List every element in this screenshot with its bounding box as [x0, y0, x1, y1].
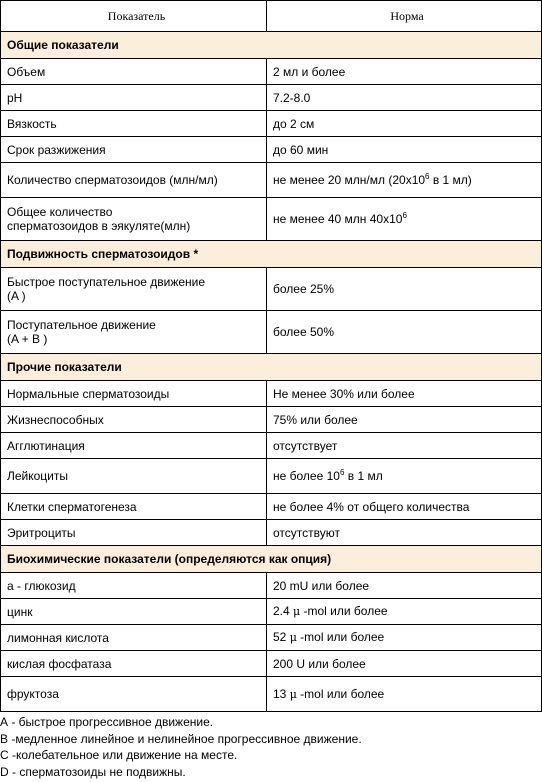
table-row — [1, 651, 542, 677]
table-row — [1, 381, 542, 407]
mu-symbol: μ — [289, 687, 297, 701]
table-row — [1, 59, 542, 85]
table-row — [1, 433, 542, 459]
exponent: 6 — [402, 211, 407, 220]
norm-text: 2.4 — [273, 604, 294, 618]
table-row — [1, 677, 542, 712]
section-title: Прочие показатели — [1, 354, 542, 381]
norm-value — [267, 599, 542, 625]
norm-value: отсутствуют — [267, 520, 542, 546]
indicator-name: Количество сперматозоидов (млн/мл) — [1, 163, 267, 198]
indicator-name: Объем — [1, 59, 267, 85]
indicator-name: цинк — [1, 599, 267, 625]
name-line: (A ) — [7, 289, 26, 303]
norm-value: 75% или более — [267, 407, 542, 433]
norm-text: в 1 мл) — [429, 173, 472, 187]
norm-text: -mol или более — [296, 686, 385, 701]
norm-value: Не менее 30% или более — [267, 381, 542, 407]
norm-text: -mol или более — [296, 630, 385, 644]
table-row — [1, 111, 542, 137]
norm-value: более 25% — [267, 268, 542, 311]
norm-value: 200 U или более — [267, 651, 542, 677]
table-row — [1, 599, 542, 625]
norm-text: не менее 40 млн 40x10 — [273, 212, 403, 226]
section-header-general — [1, 32, 542, 59]
footnote-c: С -колебательное или движение на месте. — [0, 748, 238, 762]
table-row — [1, 573, 542, 599]
footnote-d: D - сперматозоиды не подвижны. — [0, 764, 186, 779]
column-header-norm: Норма — [267, 1, 542, 32]
table-row — [1, 163, 542, 198]
indicator-name: Нормальные сперматозоиды — [1, 381, 267, 407]
table-row — [1, 494, 542, 520]
norm-value — [267, 163, 542, 198]
norm-text: не менее 20 млн/мл (20x10 — [273, 173, 426, 187]
mu-symbol: μ — [293, 605, 301, 618]
norm-value: 20 mU или более — [267, 573, 542, 599]
name-line: Быстрое поступательное движение — [7, 275, 206, 289]
norm-text: 52 — [273, 630, 290, 644]
table-row — [1, 625, 542, 651]
section-header-biochem — [1, 546, 542, 573]
table-row — [1, 268, 542, 311]
norm-value: отсутствует — [267, 433, 542, 459]
table-row — [1, 459, 542, 494]
norm-value: до 60 мин — [267, 137, 542, 163]
table-row — [1, 85, 542, 111]
exponent: 6 — [339, 468, 345, 477]
section-title: Общие показатели — [1, 32, 542, 59]
table-row — [1, 407, 542, 433]
name-line: сперматозоидов в эякуляте(млн) — [7, 219, 191, 233]
table-row — [1, 520, 542, 546]
name-line: Общее количество — [7, 205, 113, 219]
indicator-name — [1, 198, 267, 241]
indicator-name: Жизнеспособных — [1, 407, 267, 433]
indicator-name: фруктоза — [1, 677, 267, 712]
section-header-other — [1, 354, 542, 381]
table-row — [1, 311, 542, 354]
name-line: (A + B ) — [7, 332, 48, 346]
indicator-name — [1, 268, 267, 311]
mu-symbol: μ — [289, 631, 297, 644]
norm-value: 2 мл и более — [267, 59, 542, 85]
indicator-name: Эритроциты — [1, 520, 267, 546]
norm-value — [267, 677, 542, 712]
indicator-name: кислая фосфатаза — [1, 651, 267, 677]
name-line: Поступательное движение — [7, 318, 156, 332]
section-title: Подвижность сперматозоидов * — [1, 241, 542, 268]
indicator-name: а - глюкозид — [1, 573, 267, 599]
norm-value: более 50% — [267, 311, 542, 354]
indicator-name: лимонная кислота — [1, 625, 267, 651]
indicator-name: Клетки сперматогенеза — [1, 494, 267, 520]
indicator-name: Срок разжижения — [1, 137, 267, 163]
norm-value — [267, 198, 542, 241]
norm-value: до 2 см — [267, 111, 542, 137]
indicator-name: Лейкоциты — [1, 459, 267, 494]
table-row — [1, 198, 542, 241]
norm-text: 13 — [273, 686, 290, 701]
norm-value — [267, 625, 542, 651]
indicator-name: Агглютинация — [1, 433, 267, 459]
norm-text: -mol или более — [300, 604, 388, 618]
column-header-indicator: Показатель — [1, 1, 267, 32]
indicator-name: pH — [1, 85, 267, 111]
norm-text: не более 10 — [273, 469, 340, 483]
table-row — [1, 137, 542, 163]
norm-value — [267, 459, 542, 494]
exponent: 6 — [425, 172, 430, 181]
norm-value: 7.2-8.0 — [267, 85, 542, 111]
indicator-name — [1, 311, 267, 354]
section-title: Биохимические показатели (определяются как опция) — [1, 546, 542, 573]
table-header-row — [1, 1, 542, 32]
norm-text: в 1 мл — [344, 469, 383, 483]
footnotes — [0, 714, 362, 780]
section-header-motility — [1, 241, 542, 268]
footnote-b: В -медленное линейное и нелинейное прогрессивное движение. — [0, 731, 362, 746]
footnote-a: А - быстрое прогрессивное движение. — [0, 715, 214, 729]
norm-value: не более 4% от общего количества — [267, 494, 542, 520]
indicator-name: Вязкость — [1, 111, 267, 137]
